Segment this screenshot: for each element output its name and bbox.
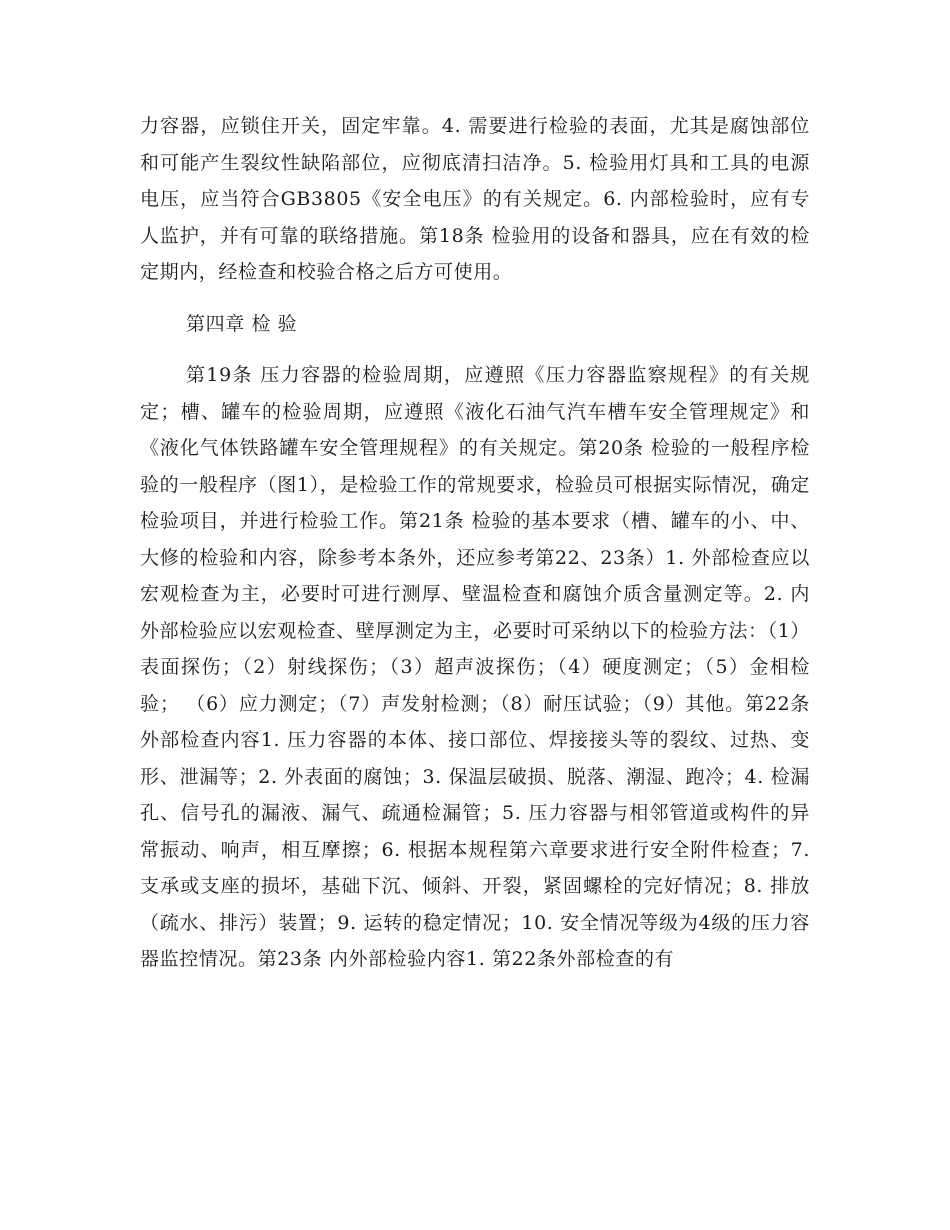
paragraph-inspection-rules: 第19条 压力容器的检验周期，应遵照《压力容器监察规程》的有关规定；槽、罐车的检验周期，应遵照《液化石油气汽车槽车安全管理规定》和《液化气体铁路罐车安全管理规程》的有关规定。第20条 检验的一般程序检验的一般程序（图1），是检验工作的常规要求，检验员可根据实际情况，确定检验项目，并进行检验工作。第21条 检验的基本要求（槽、罐车的小、中、大修的检验和内容，除参考本条外，还应参考第22、23条）1. 外部检查应以宏观检查为主，必要时可进行测厚、壁温检查和腐蚀介质含量测定等。2. 内外部检验应以宏观检查、壁厚测定为主，必要时可采纳以下的检验方法：（1）表面探伤；（2）射线探伤；（3）超声波探伤；（4）硬度测定；（5）金相检验； （6）应力测定；（7）声发射检测；（8）耐压试验；（9）其他。第22条 外部检查内容1. 压力容器的本体、接口部位、焊接接头等的裂纹、过热、变形、泄漏等；2. 外表面的腐蚀；3. 保温层破损、脱落、潮湿、跑冷；4. 检漏孔、信号孔的漏液、漏气、疏通检漏管；5. 压力容器与相邻管道或构件的异常振动、响声，相互摩擦；6. 根据本规程第六章要求进行安全附件检查；7. 支承或支座的损坏，基础下沉、倾斜、开裂，紧固螺栓的完好情况；8. 排放（疏水、排污）装置；9. 运转的稳定情况；10. 安全情况等级为4级的压力容器监控情况。第23条 内外部检验内容1. 第22条外部检查的有 — [140, 364, 810, 970]
document-page — [140, 108, 810, 978]
chapter-heading: 第四章 检 验 — [186, 312, 298, 335]
paragraph-continuation: 力容器，应锁住开关，固定牢靠。4. 需要进行检验的表面，尤其是腐蚀部位和可能产生裂纹性缺陷部位，应彻底清扫洁净。5. 检验用灯具和工具的电源电压，应当符合GB3805《安全电压》的有关规定。6. 内部检验时，应有专人监护，并有可靠的联络措施。第18条 检验用的设备和器具，应在有效的检定期内，经检查和校验合格之后方可使用。 — [140, 115, 810, 283]
